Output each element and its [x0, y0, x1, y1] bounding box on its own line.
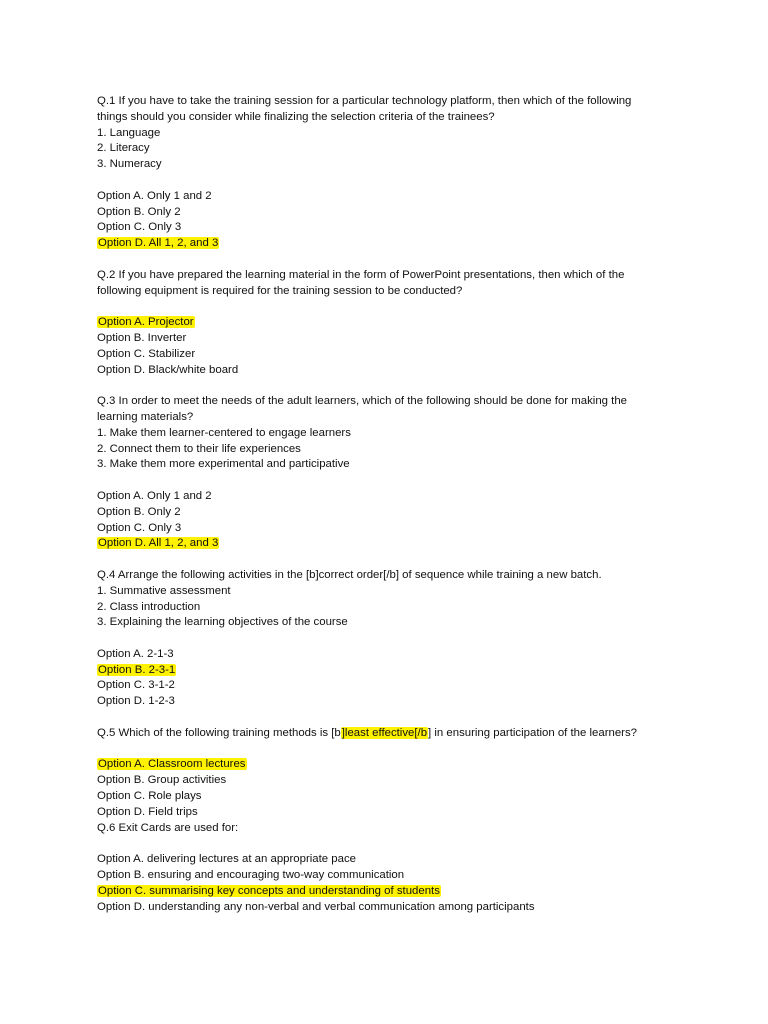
- line-text: 3. Numeracy: [97, 158, 162, 171]
- question-text: [97, 568, 687, 584]
- answer-option: [97, 363, 687, 379]
- question-text: [97, 268, 687, 284]
- line-text: Q.4 Arrange the following activities in the [b]correct order[/b] of sequence while training a new batch.: [97, 568, 602, 581]
- line-text: Option D. Black/white board: [97, 363, 239, 376]
- line-text: Option B. ensuring and encouraging two-way communication: [97, 869, 405, 882]
- answer-option-correct: [97, 663, 687, 679]
- answer-option: [97, 694, 687, 710]
- highlighted-text: Option C. summarising key concepts and understanding of students: [98, 884, 440, 897]
- line-text: Option D. understanding any non-verbal and verbal communication among participants: [97, 900, 535, 913]
- blank-line: [97, 552, 687, 568]
- answer-option: [97, 220, 687, 236]
- question-block-q2: [97, 252, 687, 378]
- list-item: [97, 457, 687, 473]
- line-text: following equipment is required for the training session to be conducted?: [97, 284, 463, 297]
- answer-option: [97, 852, 687, 868]
- line-text: Option D. Field trips: [97, 805, 198, 818]
- line-text: 2. Class introduction: [97, 600, 201, 613]
- line-text: Q.1 If you have to take the training session for a particular technology platform, then which of the following: [97, 95, 632, 107]
- line-text: Option C. Only 3: [97, 521, 182, 534]
- highlighted-text: Option D. All 1, 2, and 3: [98, 237, 219, 250]
- answer-option: [97, 789, 687, 805]
- line-text: Q.6 Exit Cards are used for:: [97, 821, 239, 834]
- blank-line: [97, 473, 687, 489]
- answer-option-correct: [97, 315, 687, 331]
- line-text: Option B. Inverter: [97, 331, 187, 344]
- text-line: [97, 284, 687, 300]
- line-text: Option A. Only 1 and 2: [97, 189, 212, 202]
- line-text: 2. Connect them to their life experiences: [97, 442, 301, 455]
- line-text: learning materials?: [97, 410, 194, 423]
- highlighted-text: Option A. Classroom lectures: [98, 758, 246, 771]
- blank-line: [97, 299, 687, 315]
- question-block-q3: [97, 378, 687, 552]
- question-text: [97, 94, 687, 110]
- answer-option: [97, 505, 687, 521]
- line-text: Option C. Stabilizer: [97, 347, 196, 360]
- question-text: [97, 821, 687, 837]
- blank-line: [97, 252, 687, 268]
- line-text: 3. Make them more experimental and participative: [97, 458, 350, 471]
- answer-option: [97, 868, 687, 884]
- text-segment: ] in ensuring participation of the learners?: [428, 726, 637, 739]
- question-text: [97, 394, 687, 410]
- text-line: [97, 110, 687, 126]
- line-text: things should you consider while finalizing the selection criteria of the trainees?: [97, 110, 495, 123]
- question-block-q1: [97, 94, 687, 252]
- answer-option: [97, 678, 687, 694]
- list-item: [97, 600, 687, 616]
- answer-option: [97, 521, 687, 537]
- answer-option: [97, 805, 687, 821]
- blank-line: [97, 710, 687, 726]
- list-item: [97, 157, 687, 173]
- answer-option-correct: [97, 536, 687, 552]
- line-text: 2. Literacy: [97, 142, 150, 155]
- quiz-content: [97, 94, 687, 915]
- blank-line: [97, 378, 687, 394]
- answer-option: [97, 773, 687, 789]
- line-text: Option A. delivering lectures at an appropriate pace: [97, 853, 356, 866]
- line-text: Option B. Group activities: [97, 774, 227, 787]
- line-text: Option A. Only 1 and 2: [97, 489, 212, 502]
- blank-line: [97, 173, 687, 189]
- answer-option-correct: [97, 757, 687, 773]
- blank-line: [97, 742, 687, 758]
- question-text: [97, 726, 687, 742]
- answer-option: [97, 489, 687, 505]
- list-item: [97, 141, 687, 157]
- answer-option: [97, 205, 687, 221]
- text-segment: Q.5 Which of the following training methods is [b: [97, 726, 341, 739]
- list-item: [97, 426, 687, 442]
- line-text: Q.2 If you have prepared the learning material in the form of PowerPoint presentations, then which of the: [97, 268, 625, 281]
- line-text: Option D. 1-2-3: [97, 695, 175, 708]
- answer-option: [97, 647, 687, 663]
- line-text: 3. Explaining the learning objectives of the course: [97, 616, 348, 629]
- highlighted-text: Option A. Projector: [98, 316, 194, 329]
- list-item: [97, 615, 687, 631]
- list-item: [97, 126, 687, 142]
- blank-line: [97, 631, 687, 647]
- line-text: Option A. 2-1-3: [97, 647, 174, 660]
- answer-option: [97, 331, 687, 347]
- line-text: Option C. Role plays: [97, 790, 202, 803]
- answer-option: [97, 189, 687, 205]
- line-text: 1. Language: [97, 126, 161, 139]
- line-text: Option C. Only 3: [97, 221, 182, 234]
- line-text: Option B. Only 2: [97, 205, 181, 218]
- list-item: [97, 584, 687, 600]
- list-item: [97, 442, 687, 458]
- highlighted-text: Option B. 2-3-1: [98, 663, 176, 676]
- question-block-q4: [97, 552, 687, 710]
- highlighted-text: ]least effective[/b: [341, 726, 428, 739]
- line-text: Q.3 In order to meet the needs of the adult learners, which of the following should be done for making the: [97, 395, 627, 408]
- text-line: [97, 410, 687, 426]
- line-text: 1. Make them learner-centered to engage learners: [97, 426, 351, 439]
- answer-option-correct: [97, 236, 687, 252]
- question-block-q5: [97, 710, 687, 821]
- blank-line: [97, 836, 687, 852]
- line-text: 1. Summative assessment: [97, 584, 231, 597]
- answer-option: [97, 900, 687, 916]
- line-text: Option C. 3-1-2: [97, 679, 175, 692]
- answer-option: [97, 347, 687, 363]
- question-block-q6: [97, 821, 687, 916]
- highlighted-text: Option D. All 1, 2, and 3: [98, 537, 219, 550]
- answer-option-correct: [97, 884, 687, 900]
- line-text: Option B. Only 2: [97, 505, 181, 518]
